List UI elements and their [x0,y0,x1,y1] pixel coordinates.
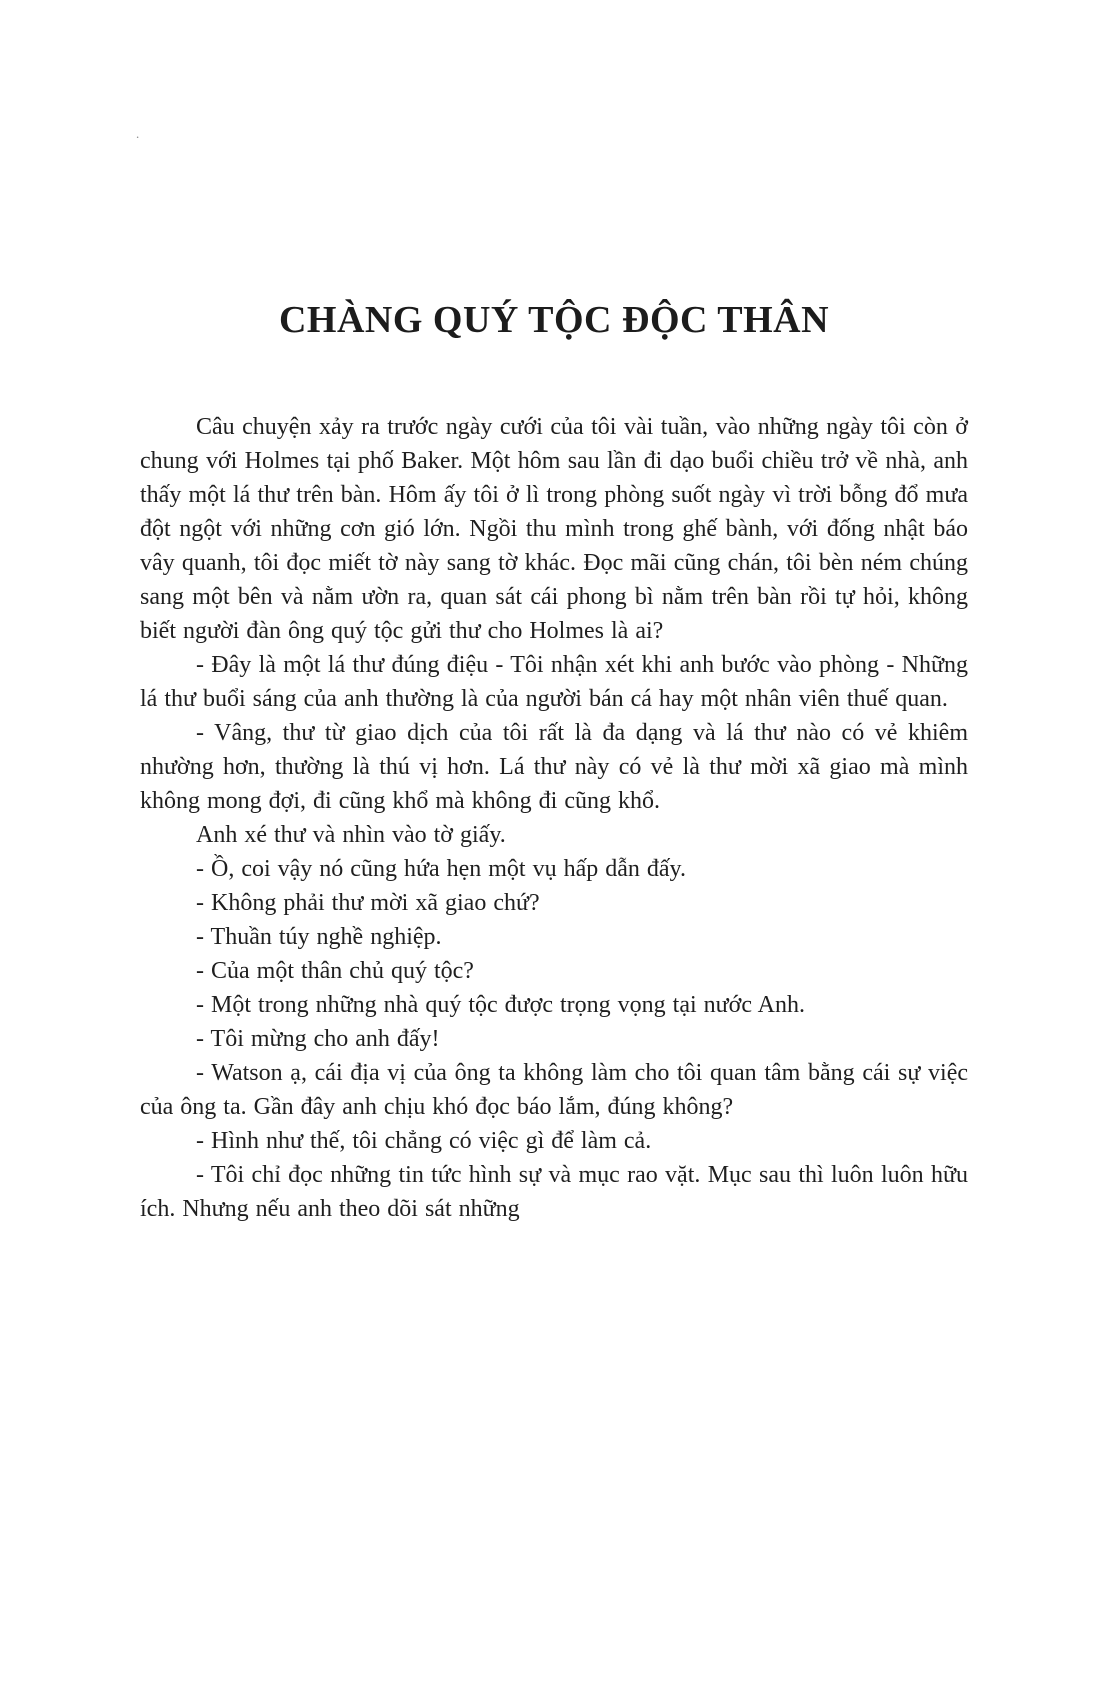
paragraph: - Hình như thế, tôi chẳng có việc gì để làm cả. [196,1128,652,1154]
paragraph: - Tôi mừng cho anh đấy! [196,1026,440,1052]
paragraph: Câu chuyện xảy ra trước ngày cưới của tôi vài tuần, vào những ngày tôi còn ở chung với Holmes tại phố Baker. Một hôm sau lần đi dạo buổi chiều trở về nhà, anh thấy một lá thư trên bàn. Hôm ấy tôi ở lì trong phòng suốt ngày vì trời bỗng đổ mưa đột ngột với những cơn gió lớn. Ngồi thu mình trong ghế bành, với đống nhật báo vây quanh, tôi đọc miết tờ này sang tờ khác. Đọc mãi cũng chán, tôi bèn ném chúng sang một bên và nằm ườn ra, quan sát cái phong bì nằm trên bàn rồi tự hỏi, không biết người đàn ông quý tộc gửi thư cho Holmes là ai? [140,414,968,644]
chapter-body [140,410,968,1226]
paragraph: - Tôi chỉ đọc những tin tức hình sự và mục rao vặt. Mục sau thì luôn luôn hữu ích. Nhưng nếu anh theo dõi sát những [140,1162,968,1222]
chapter-title: CHÀNG QUÝ TỘC ĐỘC THÂN [278,299,830,341]
paragraph: - Vâng, thư từ giao dịch của tôi rất là đa dạng và lá thư nào có vẻ khiêm nhường hơn, thường là thú vị hơn. Lá thư này có vẻ là thư mời xã giao mà mình không mong đợi, đi cũng khổ mà không đi cũng khổ. [140,720,968,814]
paragraph: - Watson ạ, cái địa vị của ông ta không làm cho tôi quan tâm bằng cái sự việc của ông ta. Gần đây anh chịu khó đọc báo lắm, đúng không? [140,1060,968,1120]
paragraph: Anh xé thư và nhìn vào tờ giấy. [196,822,506,848]
paragraph: - Ồ, coi vậy nó cũng hứa hẹn một vụ hấp dẫn đấy. [196,856,686,882]
paragraph: - Không phải thư mời xã giao chứ? [196,890,540,916]
paragraph: - Thuần túy nghề nghiệp. [196,924,442,950]
paragraph: - Một trong những nhà quý tộc được trọng vọng tại nước Anh. [196,992,805,1018]
paragraph: - Của một thân chủ quý tộc? [196,958,474,984]
stray-mark: . [136,126,140,141]
paragraph: - Đây là một lá thư đúng điệu - Tôi nhận xét khi anh bước vào phòng - Những lá thư buổi sáng của anh thường là của người bán cá hay một nhân viên thuế quan. [140,652,968,712]
